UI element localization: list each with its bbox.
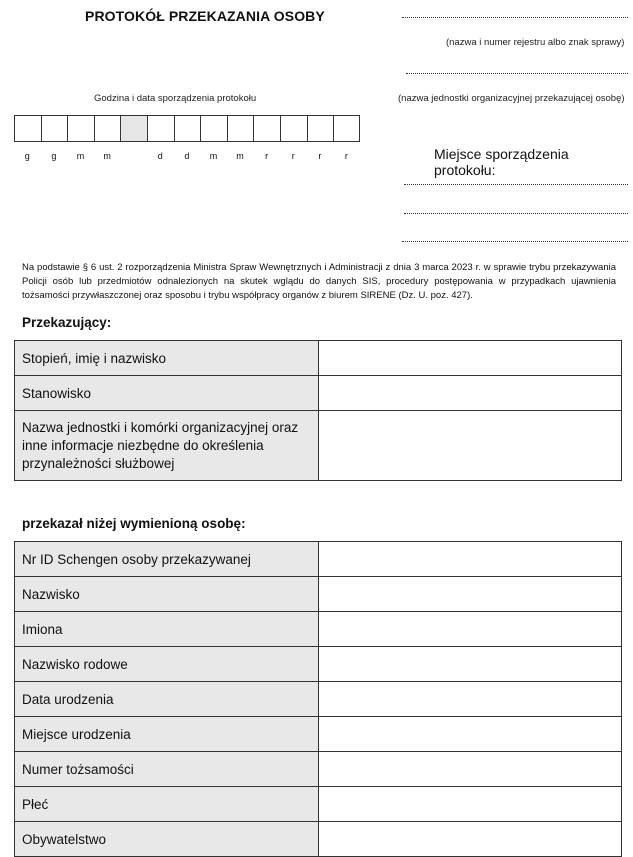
format-letter: r [344, 151, 348, 161]
unit-line[interactable] [406, 73, 628, 74]
field-label: Numer tożsamości [15, 752, 319, 787]
format-letter: g [24, 151, 30, 161]
field-label: Stopień, imię i nazwisko [15, 341, 319, 376]
format-letter: g [51, 151, 57, 161]
section-heading-person: przekazał niżej wymienioną osobę: [22, 516, 246, 531]
format-letter: d [157, 151, 163, 161]
section-heading-transferor: Przekazujący: [22, 315, 112, 330]
format-letter: r [291, 151, 295, 161]
place-line[interactable] [402, 241, 628, 242]
field-label: Data urodzenia [15, 682, 319, 717]
table-row [15, 577, 622, 612]
table-row [15, 612, 622, 647]
place-line[interactable] [404, 184, 628, 185]
field-value[interactable] [319, 577, 622, 612]
datetime-cell[interactable] [14, 115, 41, 142]
format-letter: m [103, 151, 111, 161]
field-label: Obywatelstwo [15, 822, 319, 857]
datetime-grid [14, 115, 360, 142]
field-value[interactable] [319, 787, 622, 822]
field-value[interactable] [319, 542, 622, 577]
field-value[interactable] [319, 376, 622, 411]
table-row [15, 647, 622, 682]
datetime-cell[interactable] [227, 115, 254, 142]
register-line[interactable] [402, 17, 628, 18]
field-label: Nazwisko [15, 577, 319, 612]
format-letter: r [318, 151, 322, 161]
transferor-table [14, 340, 622, 481]
datetime-cell[interactable] [200, 115, 227, 142]
field-label: Stanowisko [15, 376, 319, 411]
format-letter: r [265, 151, 269, 161]
table-row [15, 787, 622, 822]
field-label: Nazwisko rodowe [15, 647, 319, 682]
datetime-cell[interactable] [333, 115, 360, 142]
datetime-cell[interactable] [307, 115, 334, 142]
datetime-cell[interactable] [94, 115, 121, 142]
datetime-label: Godzina i data sporządzenia protokołu [94, 93, 257, 104]
field-value[interactable] [319, 752, 622, 787]
page-title: PROTOKÓŁ PRZEKAZANIA OSOBY [85, 8, 325, 24]
datetime-separator-cell [120, 115, 147, 142]
table-row [15, 376, 622, 411]
unit-caption: (nazwa jednostki organizacyjnej przekazującej osobę) [398, 93, 625, 104]
field-value[interactable] [319, 717, 622, 752]
format-letter [120, 151, 147, 161]
table-row [15, 822, 622, 857]
register-caption: (nazwa i numer rejestru albo znak sprawy) [446, 37, 625, 48]
datetime-cell[interactable] [280, 115, 307, 142]
datetime-cell[interactable] [41, 115, 68, 142]
legal-basis-text: Na podstawie § 6 ust. 2 rozporządzenia Ministra Spraw Wewnętrznych i Administracji z dnia 3 marca 2023 r. w sprawie trybu przekazywania Policji osób lub przedmiotów odnalezionych na skutek wglądu do danych SIS, procedury postępowania w przypadkach ujawnienia tożsamości przywłaszczonej oraz sposobu i trybu współpracy organów z biurem SIRENE (Dz. U. poz. 427). [22, 262, 616, 301]
table-row [15, 411, 622, 481]
field-label: Imiona [15, 612, 319, 647]
field-value[interactable] [319, 341, 622, 376]
field-value[interactable] [319, 411, 622, 481]
field-label: Nazwa jednostki i komórki organizacyjnej oraz inne informacje niezbędne do określenia przynależności służbowej [15, 411, 319, 481]
field-label: Płeć [15, 787, 319, 822]
person-table [14, 541, 622, 857]
datetime-cell[interactable] [253, 115, 280, 142]
datetime-cell[interactable] [67, 115, 94, 142]
format-letter: m [76, 151, 85, 161]
field-value[interactable] [319, 822, 622, 857]
place-label: Miejsce sporządzenia protokołu: [434, 146, 569, 178]
format-letter: m [209, 151, 218, 161]
table-row [15, 341, 622, 376]
table-row [15, 717, 622, 752]
datetime-format-letters [14, 151, 360, 161]
format-letter: m [236, 151, 244, 161]
datetime-cell[interactable] [147, 115, 174, 142]
table-row [15, 682, 622, 717]
field-label: Nr ID Schengen osoby przekazywanej [15, 542, 319, 577]
field-label: Miejsce urodzenia [15, 717, 319, 752]
place-line[interactable] [404, 213, 628, 214]
datetime-cell[interactable] [174, 115, 201, 142]
table-row [15, 542, 622, 577]
field-value[interactable] [319, 682, 622, 717]
field-value[interactable] [319, 612, 622, 647]
field-value[interactable] [319, 647, 622, 682]
format-letter: d [184, 151, 190, 161]
table-row [15, 752, 622, 787]
